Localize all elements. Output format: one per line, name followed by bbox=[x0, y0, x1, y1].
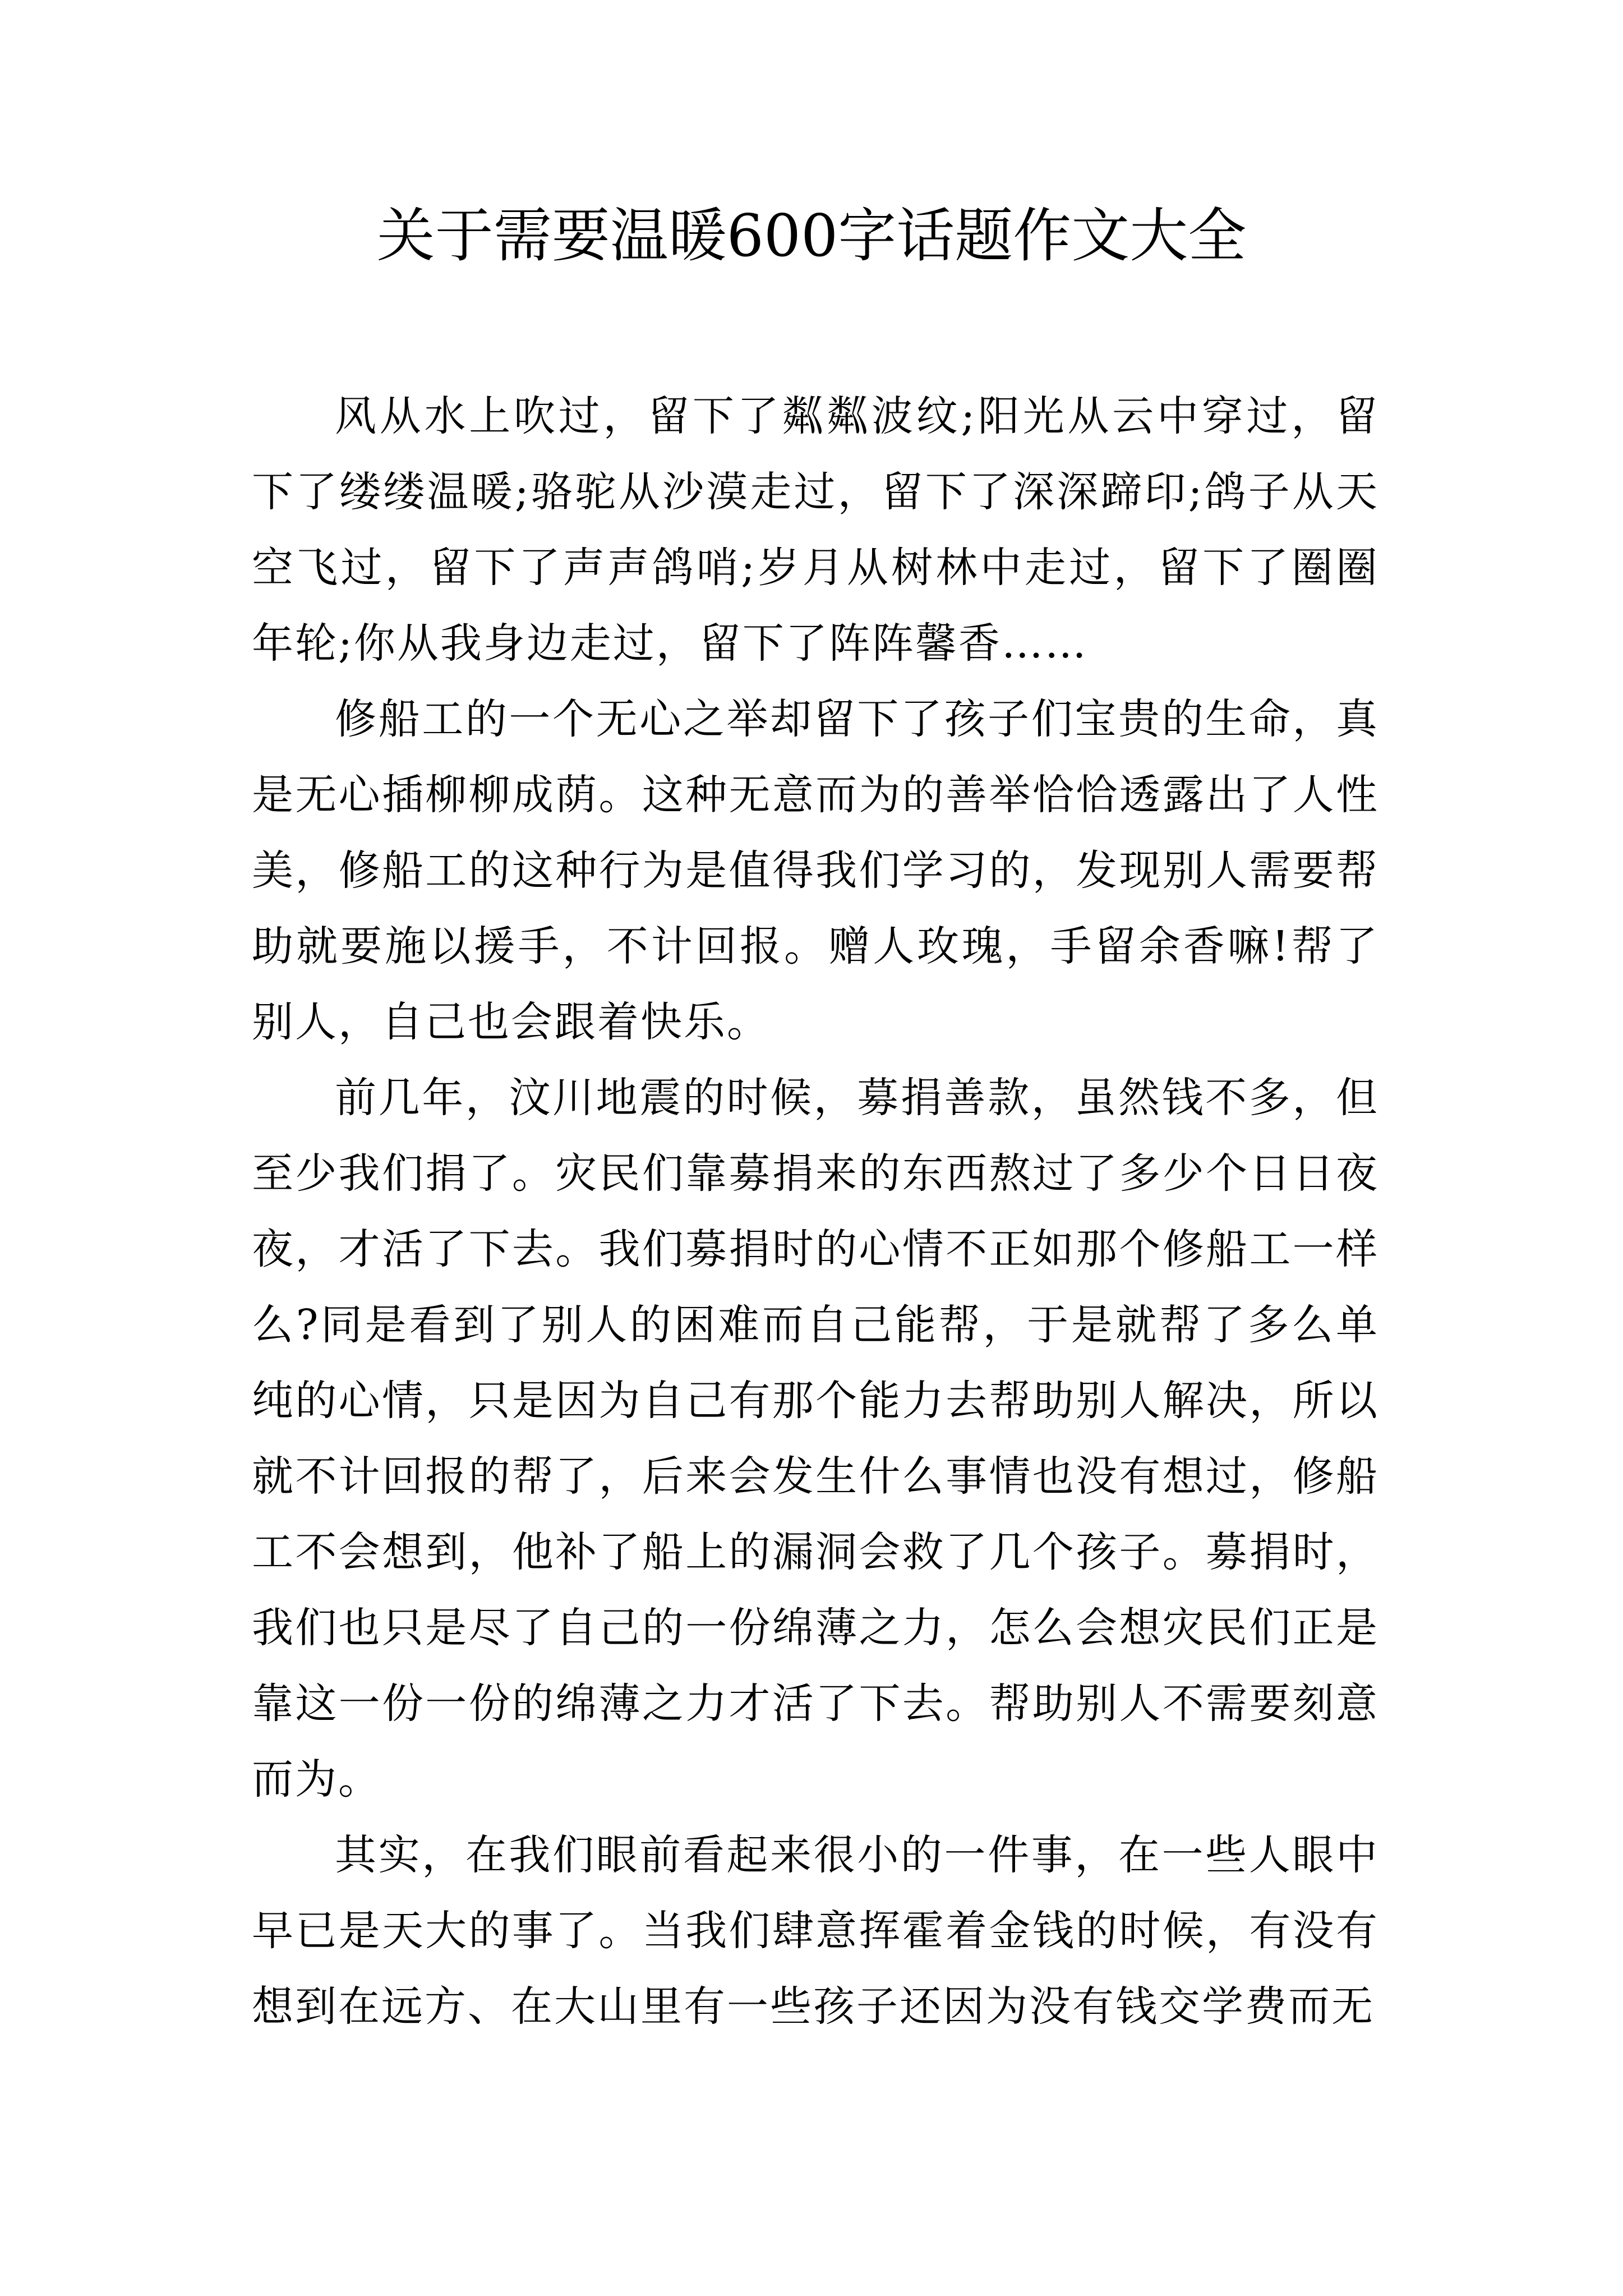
page-title: 关于需要温暖600字话题作文大全 bbox=[376, 201, 1247, 270]
paragraph-3: 前几年，汶川地震的时候，募捐善款，虽然钱不多，但至少我们捐了。灾民们靠募捐来的东西熬过了多少个日日夜夜，才活了下去。我们募捐时的心情不正如那个修船工一样么?同是看到了别人的困难而自己能帮，于是就帮了多么单纯的心情，只是因为自己有那个能力去帮助别人解决，所以就不计回报的帮了，后来会发生什么事情也没有想过，修船工不会想到，他补了船上的漏洞会救了几个孩子。募捐时，我们也只是尽了自己的一份绵薄之力，怎么会想灾民们正是靠这一份一份的绵薄之力才活了下去。帮助别人不需要刻意而为。 bbox=[252, 1074, 1379, 1803]
paragraph-4: 其实，在我们眼前看起来很小的一件事，在一些人眼中早已是天大的事了。当我们肆意挥霍着金钱的时候，有没有想到在远方、在大山里有一些孩子还因为没有钱交学费而无 bbox=[252, 1831, 1379, 2031]
paragraph-1: 风从水上吹过，留下了粼粼波纹;阳光从云中穿过，留下了缕缕温暖;骆驼从沙漠走过，留下了深深蹄印;鸽子从天空飞过，留下了声声鸽哨;岁月从树林中走过，留下了圈圈年轮;你从我身边走过，留下了阵阵馨香…… bbox=[252, 392, 1379, 668]
paragraph-2: 修船工的一个无心之举却留下了孩子们宝贵的生命，真是无心插柳柳成荫。这种无意而为的善举恰恰透露出了人性美，修船工的这种行为是值得我们学习的，发现别人需要帮助就要施以援手，不计回报。赠人玫瑰，手留余香嘛!帮了别人，自己也会跟着快乐。 bbox=[252, 695, 1379, 1046]
article-body bbox=[252, 379, 1379, 2045]
